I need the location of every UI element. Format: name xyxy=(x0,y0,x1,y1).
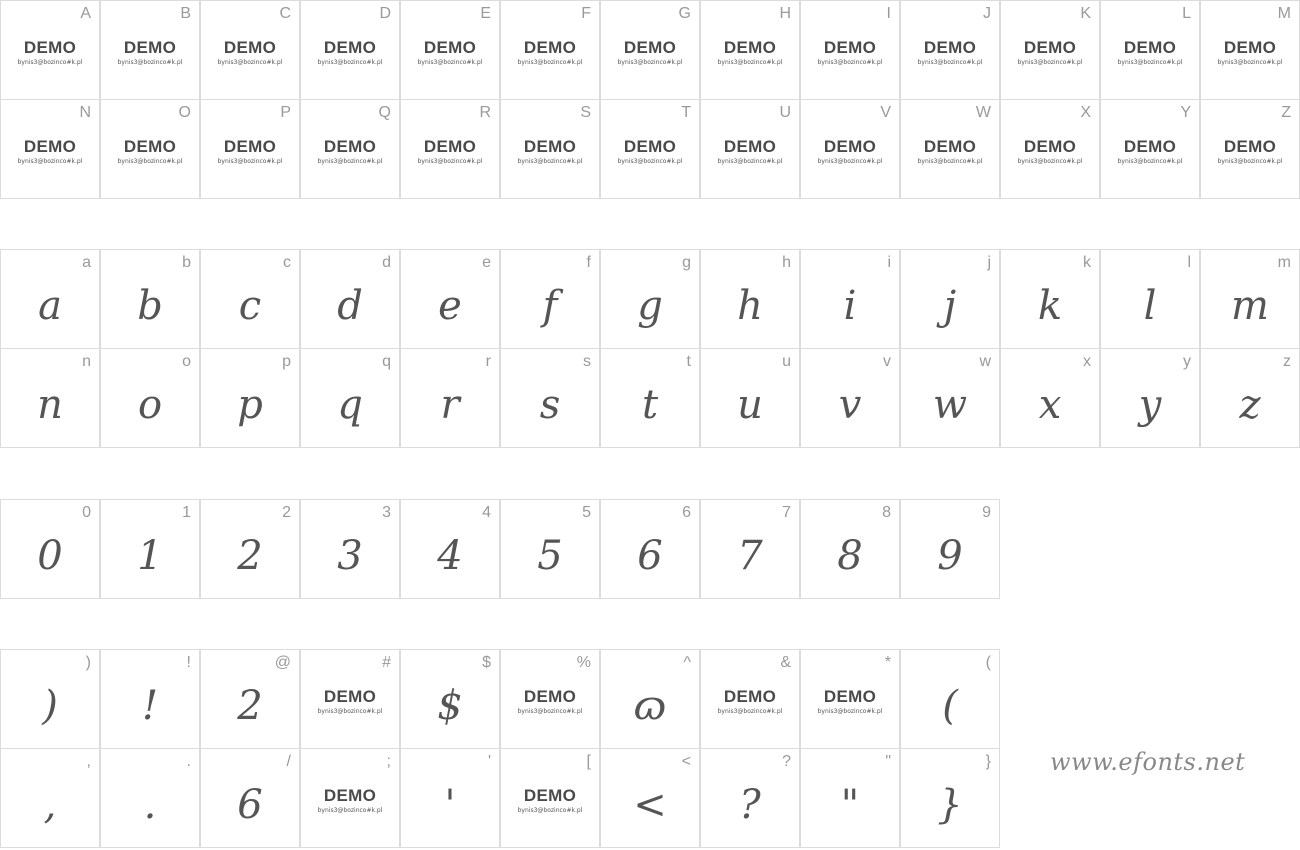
demo-placeholder-subtext: bynis3@bozinco#k.pl xyxy=(917,59,983,66)
demo-placeholder-text: DEMO xyxy=(1123,137,1177,156)
demo-placeholder-text: DEMO xyxy=(1223,38,1277,57)
uppercase-cell xyxy=(1100,0,1200,100)
lowercase-glyph-grid xyxy=(0,249,1300,447)
digit-cell xyxy=(100,499,200,599)
lowercase-cell xyxy=(500,249,600,349)
digit-glyph-sample: 5 xyxy=(537,533,563,579)
lowercase-glyph-sample: d xyxy=(337,283,363,329)
demo-placeholder-text: DEMO xyxy=(1123,38,1177,57)
digit-glyph-sample: 7 xyxy=(737,533,763,579)
symbol-cell-label: ' xyxy=(487,753,491,770)
symbol-cell xyxy=(600,649,700,749)
demo-placeholder-text: DEMO xyxy=(523,687,577,706)
lowercase-cell-label: u xyxy=(782,353,791,370)
lowercase-cell xyxy=(800,249,900,349)
uppercase-cell xyxy=(700,0,800,100)
demo-placeholder-text: DEMO xyxy=(823,137,877,156)
symbol-cell-label: , xyxy=(86,753,91,770)
uppercase-cell-label: X xyxy=(1080,104,1091,121)
demo-placeholder-subtext: bynis3@bozinco#k.pl xyxy=(117,158,183,165)
symbol-glyph-sample: ɷ xyxy=(633,683,667,729)
lowercase-glyph-sample: m xyxy=(1231,283,1269,329)
uppercase-cell-label: B xyxy=(180,5,191,22)
symbol-cell-label: ! xyxy=(186,654,191,671)
lowercase-cell xyxy=(100,249,200,349)
uppercase-cell xyxy=(600,0,700,100)
digit-cell-label: 5 xyxy=(582,504,591,521)
demo-placeholder-subtext: bynis3@bozinco#k.pl xyxy=(1217,158,1283,165)
lowercase-cell xyxy=(1200,348,1300,448)
uppercase-cell xyxy=(400,0,500,100)
lowercase-cell-label: p xyxy=(282,353,291,370)
uppercase-cell-label: R xyxy=(479,104,491,121)
symbol-glyph-sample: ( xyxy=(942,683,958,729)
symbol-cell xyxy=(700,649,800,749)
uppercase-cell-label: D xyxy=(379,5,391,22)
lowercase-cell xyxy=(700,249,800,349)
digit-glyph-sample: 9 xyxy=(937,533,963,579)
lowercase-cell-label: n xyxy=(82,353,91,370)
lowercase-cell-label: e xyxy=(482,254,491,271)
uppercase-cell-label: Q xyxy=(378,104,391,121)
demo-placeholder-text: DEMO xyxy=(323,786,377,805)
demo-placeholder-subtext: bynis3@bozinco#k.pl xyxy=(517,807,583,814)
lowercase-cell-label: g xyxy=(682,254,691,271)
lowercase-cell-label: s xyxy=(583,353,591,370)
symbol-cell-label: ) xyxy=(85,654,91,671)
demo-placeholder-subtext: bynis3@bozinco#k.pl xyxy=(317,807,383,814)
lowercase-cell xyxy=(1100,348,1200,448)
demo-placeholder-subtext: bynis3@bozinco#k.pl xyxy=(1017,59,1083,66)
demo-placeholder-subtext: bynis3@bozinco#k.pl xyxy=(617,158,683,165)
demo-placeholder-text: DEMO xyxy=(323,687,377,706)
lowercase-cell-label: o xyxy=(182,353,191,370)
symbol-cell-label: [ xyxy=(586,753,591,770)
lowercase-glyph-sample: b xyxy=(137,283,163,329)
lowercase-glyph-sample: z xyxy=(1239,382,1261,428)
lowercase-cell xyxy=(200,249,300,349)
uppercase-cell xyxy=(100,0,200,100)
lowercase-cell xyxy=(1000,348,1100,448)
demo-placeholder-subtext: bynis3@bozinco#k.pl xyxy=(417,59,483,66)
uppercase-cell-label: C xyxy=(279,5,291,22)
uppercase-cell-label: S xyxy=(580,104,591,121)
lowercase-cell xyxy=(400,348,500,448)
uppercase-cell-label: E xyxy=(480,5,491,22)
symbol-cell-label: % xyxy=(576,654,591,671)
demo-placeholder-text: DEMO xyxy=(23,137,77,156)
demo-placeholder-subtext: bynis3@bozinco#k.pl xyxy=(617,59,683,66)
lowercase-glyph-sample: p xyxy=(237,382,263,428)
uppercase-cell xyxy=(300,99,400,199)
footer-logo[interactable]: www.efonts.net xyxy=(1050,748,1246,776)
symbol-cell xyxy=(900,649,1000,749)
uppercase-glyph-grid xyxy=(0,0,1300,198)
uppercase-cell xyxy=(100,99,200,199)
lowercase-cell xyxy=(200,348,300,448)
lowercase-cell xyxy=(0,348,100,448)
demo-placeholder-text: DEMO xyxy=(523,137,577,156)
lowercase-cell xyxy=(100,348,200,448)
symbol-glyph-sample: 6 xyxy=(237,782,263,828)
digit-cell xyxy=(900,499,1000,599)
digit-cell xyxy=(300,499,400,599)
demo-placeholder-text: DEMO xyxy=(223,137,277,156)
symbol-cell xyxy=(700,748,800,848)
uppercase-cell xyxy=(500,99,600,199)
uppercase-cell xyxy=(800,99,900,199)
uppercase-cell-label: J xyxy=(983,5,991,22)
symbol-cell xyxy=(500,748,600,848)
uppercase-cell xyxy=(0,99,100,199)
lowercase-cell-label: d xyxy=(382,254,391,271)
lowercase-cell xyxy=(1100,249,1200,349)
lowercase-glyph-sample: r xyxy=(440,382,460,428)
lowercase-glyph-sample: q xyxy=(337,382,363,428)
demo-placeholder-text: DEMO xyxy=(123,38,177,57)
uppercase-cell xyxy=(400,99,500,199)
lowercase-cell-label: l xyxy=(1187,254,1191,271)
digit-cell xyxy=(400,499,500,599)
lowercase-cell-label: h xyxy=(782,254,791,271)
symbol-cell-label: & xyxy=(780,654,791,671)
lowercase-cell-label: c xyxy=(283,254,291,271)
uppercase-cell xyxy=(200,99,300,199)
lowercase-cell xyxy=(600,348,700,448)
symbol-cell xyxy=(500,649,600,749)
demo-placeholder-subtext: bynis3@bozinco#k.pl xyxy=(517,158,583,165)
digit-cell-label: 0 xyxy=(82,504,91,521)
symbol-glyph-sample: " xyxy=(840,782,860,828)
demo-placeholder-subtext: bynis3@bozinco#k.pl xyxy=(517,59,583,66)
demo-placeholder-subtext: bynis3@bozinco#k.pl xyxy=(717,158,783,165)
demo-placeholder-text: DEMO xyxy=(423,38,477,57)
lowercase-glyph-sample: e xyxy=(438,283,462,329)
uppercase-cell-label: Y xyxy=(1180,104,1191,121)
demo-placeholder-text: DEMO xyxy=(623,137,677,156)
symbol-cell xyxy=(400,649,500,749)
digit-cell-label: 9 xyxy=(982,504,991,521)
demo-placeholder-text: DEMO xyxy=(723,38,777,57)
symbol-cell xyxy=(0,748,100,848)
symbol-glyph-sample: } xyxy=(937,782,963,828)
lowercase-cell xyxy=(900,249,1000,349)
symbol-cell xyxy=(400,748,500,848)
digit-cell xyxy=(0,499,100,599)
uppercase-cell-label: Z xyxy=(1281,104,1291,121)
demo-placeholder-subtext: bynis3@bozinco#k.pl xyxy=(1217,59,1283,66)
symbol-glyph-sample: ! xyxy=(141,683,159,729)
symbol-cell-label: . xyxy=(186,753,191,770)
lowercase-glyph-sample: x xyxy=(1038,382,1062,428)
lowercase-glyph-sample: a xyxy=(38,283,62,329)
uppercase-cell-label: N xyxy=(79,104,91,121)
digit-glyph-sample: 0 xyxy=(37,533,63,579)
symbol-cell-label: ? xyxy=(782,753,791,770)
lowercase-glyph-sample: k xyxy=(1037,283,1063,329)
lowercase-glyph-sample: h xyxy=(737,283,763,329)
demo-placeholder-text: DEMO xyxy=(323,38,377,57)
demo-placeholder-text: DEMO xyxy=(1023,38,1077,57)
symbol-cell-label: < xyxy=(681,753,691,770)
symbol-cell xyxy=(100,649,200,749)
demo-placeholder-subtext: bynis3@bozinco#k.pl xyxy=(1117,59,1183,66)
lowercase-glyph-sample: o xyxy=(137,382,163,428)
uppercase-cell-label: O xyxy=(178,104,191,121)
lowercase-glyph-sample: f xyxy=(542,283,558,329)
uppercase-cell-label: I xyxy=(886,5,891,22)
lowercase-cell xyxy=(600,249,700,349)
lowercase-cell-label: r xyxy=(485,353,491,370)
digit-cell xyxy=(800,499,900,599)
digit-cell-label: 8 xyxy=(882,504,891,521)
demo-placeholder-text: DEMO xyxy=(523,786,577,805)
demo-placeholder-subtext: bynis3@bozinco#k.pl xyxy=(917,158,983,165)
symbol-cell xyxy=(200,748,300,848)
demo-placeholder-text: DEMO xyxy=(1023,137,1077,156)
uppercase-cell xyxy=(900,99,1000,199)
uppercase-cell-label: T xyxy=(681,104,691,121)
uppercase-cell-label: V xyxy=(880,104,891,121)
lowercase-cell-label: a xyxy=(82,254,91,271)
symbol-glyph-sample: , xyxy=(43,782,57,828)
lowercase-cell-label: t xyxy=(686,353,691,370)
digit-cell xyxy=(700,499,800,599)
demo-placeholder-subtext: bynis3@bozinco#k.pl xyxy=(1117,158,1183,165)
uppercase-cell xyxy=(900,0,1000,100)
digit-glyph-sample: 1 xyxy=(137,533,163,579)
digit-glyph-sample: 6 xyxy=(637,533,663,579)
lowercase-glyph-sample: w xyxy=(932,382,968,428)
digit-cell-label: 6 xyxy=(682,504,691,521)
lowercase-cell-label: x xyxy=(1083,353,1091,370)
uppercase-cell-label: F xyxy=(581,5,591,22)
demo-placeholder-subtext: bynis3@bozinco#k.pl xyxy=(817,158,883,165)
lowercase-glyph-sample: u xyxy=(737,382,763,428)
symbol-cell-label: * xyxy=(884,654,891,671)
demo-placeholder-text: DEMO xyxy=(123,137,177,156)
uppercase-cell xyxy=(200,0,300,100)
symbol-glyph-sample: 2 xyxy=(237,683,263,729)
symbol-glyph-sample: < xyxy=(633,782,667,828)
uppercase-cell-label: G xyxy=(678,5,691,22)
demo-placeholder-text: DEMO xyxy=(923,38,977,57)
symbol-glyph-sample: $ xyxy=(437,683,463,729)
uppercase-cell-label: U xyxy=(779,104,791,121)
symbol-glyph-sample: ' xyxy=(444,782,456,828)
lowercase-cell-label: w xyxy=(979,353,991,370)
lowercase-glyph-sample: c xyxy=(238,283,262,329)
lowercase-cell xyxy=(800,348,900,448)
demo-placeholder-subtext: bynis3@bozinco#k.pl xyxy=(217,158,283,165)
symbol-glyph-sample: ? xyxy=(739,782,761,828)
lowercase-cell xyxy=(1200,249,1300,349)
digit-cell-label: 4 xyxy=(482,504,491,521)
uppercase-cell-label: W xyxy=(975,104,991,121)
symbol-cell xyxy=(600,748,700,848)
symbol-cell-label: ( xyxy=(985,654,991,671)
lowercase-cell xyxy=(1000,249,1100,349)
uppercase-cell-label: A xyxy=(80,5,91,22)
symbol-cell xyxy=(900,748,1000,848)
demo-placeholder-subtext: bynis3@bozinco#k.pl xyxy=(117,59,183,66)
uppercase-cell xyxy=(1000,99,1100,199)
uppercase-cell xyxy=(300,0,400,100)
symbol-cell-label: " xyxy=(885,753,891,770)
symbol-cell-label: @ xyxy=(274,654,291,671)
demo-placeholder-subtext: bynis3@bozinco#k.pl xyxy=(17,158,83,165)
demo-placeholder-subtext: bynis3@bozinco#k.pl xyxy=(817,59,883,66)
demo-placeholder-text: DEMO xyxy=(823,687,877,706)
demo-placeholder-subtext: bynis3@bozinco#k.pl xyxy=(817,708,883,715)
digits-glyph-grid xyxy=(0,499,1000,598)
lowercase-glyph-sample: v xyxy=(838,382,862,428)
symbol-glyph-sample: . xyxy=(143,782,157,828)
lowercase-glyph-sample: g xyxy=(637,283,663,329)
lowercase-cell xyxy=(300,249,400,349)
demo-placeholder-text: DEMO xyxy=(723,687,777,706)
symbol-cell-label: # xyxy=(382,654,391,671)
lowercase-glyph-sample: t xyxy=(641,382,659,428)
digit-cell-label: 7 xyxy=(782,504,791,521)
digit-cell-label: 3 xyxy=(382,504,391,521)
symbol-cell xyxy=(100,748,200,848)
uppercase-cell xyxy=(1200,0,1300,100)
symbol-cell xyxy=(300,649,400,749)
symbol-cell-label: } xyxy=(985,753,991,770)
lowercase-cell xyxy=(700,348,800,448)
demo-placeholder-text: DEMO xyxy=(623,38,677,57)
demo-placeholder-text: DEMO xyxy=(923,137,977,156)
lowercase-cell-label: j xyxy=(987,254,991,271)
lowercase-cell-label: f xyxy=(586,254,591,271)
demo-placeholder-text: DEMO xyxy=(1223,137,1277,156)
uppercase-cell xyxy=(600,99,700,199)
digit-cell xyxy=(500,499,600,599)
lowercase-cell-label: i xyxy=(887,254,891,271)
uppercase-cell xyxy=(1000,0,1100,100)
lowercase-glyph-sample: n xyxy=(37,382,63,428)
digit-cell-label: 1 xyxy=(182,504,191,521)
demo-placeholder-text: DEMO xyxy=(823,38,877,57)
demo-placeholder-subtext: bynis3@bozinco#k.pl xyxy=(1017,158,1083,165)
symbol-glyph-sample: ) xyxy=(42,683,58,729)
digit-cell xyxy=(600,499,700,599)
uppercase-cell xyxy=(0,0,100,100)
digit-glyph-sample: 3 xyxy=(337,533,363,579)
symbol-cell xyxy=(200,649,300,749)
symbol-cell-label: $ xyxy=(482,654,491,671)
uppercase-cell xyxy=(1200,99,1300,199)
demo-placeholder-subtext: bynis3@bozinco#k.pl xyxy=(217,59,283,66)
demo-placeholder-subtext: bynis3@bozinco#k.pl xyxy=(17,59,83,66)
lowercase-glyph-sample: l xyxy=(1143,283,1157,329)
demo-placeholder-text: DEMO xyxy=(23,38,77,57)
demo-placeholder-text: DEMO xyxy=(223,38,277,57)
demo-placeholder-subtext: bynis3@bozinco#k.pl xyxy=(717,708,783,715)
demo-placeholder-subtext: bynis3@bozinco#k.pl xyxy=(317,59,383,66)
demo-placeholder-text: DEMO xyxy=(523,38,577,57)
uppercase-cell xyxy=(500,0,600,100)
lowercase-cell-label: b xyxy=(182,254,191,271)
demo-placeholder-text: DEMO xyxy=(423,137,477,156)
symbol-cell xyxy=(800,748,900,848)
symbols-glyph-grid xyxy=(0,649,1000,847)
lowercase-cell-label: z xyxy=(1283,353,1291,370)
symbol-cell-label: ; xyxy=(386,753,391,770)
lowercase-cell-label: k xyxy=(1083,254,1091,271)
uppercase-cell-label: L xyxy=(1182,5,1191,22)
lowercase-glyph-sample: j xyxy=(943,283,957,329)
digit-glyph-sample: 8 xyxy=(837,533,863,579)
uppercase-cell-label: K xyxy=(1080,5,1091,22)
demo-placeholder-subtext: bynis3@bozinco#k.pl xyxy=(417,158,483,165)
demo-placeholder-subtext: bynis3@bozinco#k.pl xyxy=(517,708,583,715)
symbol-cell-label: / xyxy=(286,753,291,770)
lowercase-cell xyxy=(500,348,600,448)
uppercase-cell xyxy=(700,99,800,199)
symbol-cell xyxy=(0,649,100,749)
digit-cell-label: 2 xyxy=(282,504,291,521)
lowercase-cell-label: v xyxy=(883,353,891,370)
symbol-cell xyxy=(800,649,900,749)
lowercase-cell xyxy=(900,348,1000,448)
lowercase-cell xyxy=(0,249,100,349)
lowercase-cell xyxy=(400,249,500,349)
uppercase-cell-label: H xyxy=(779,5,791,22)
lowercase-glyph-sample: s xyxy=(539,382,561,428)
symbol-cell-label: ^ xyxy=(683,654,691,671)
lowercase-glyph-sample: i xyxy=(843,283,857,329)
lowercase-cell xyxy=(300,348,400,448)
demo-placeholder-subtext: bynis3@bozinco#k.pl xyxy=(717,59,783,66)
lowercase-cell-label: q xyxy=(382,353,391,370)
uppercase-cell-label: M xyxy=(1277,5,1291,22)
lowercase-glyph-sample: y xyxy=(1138,382,1162,428)
digit-cell xyxy=(200,499,300,599)
lowercase-cell-label: y xyxy=(1183,353,1191,370)
uppercase-cell-label: P xyxy=(280,104,291,121)
digit-glyph-sample: 2 xyxy=(237,533,263,579)
demo-placeholder-subtext: bynis3@bozinco#k.pl xyxy=(317,708,383,715)
demo-placeholder-text: DEMO xyxy=(723,137,777,156)
digit-glyph-sample: 4 xyxy=(437,533,463,579)
demo-placeholder-text: DEMO xyxy=(323,137,377,156)
symbol-cell xyxy=(300,748,400,848)
uppercase-cell xyxy=(800,0,900,100)
uppercase-cell xyxy=(1100,99,1200,199)
demo-placeholder-subtext: bynis3@bozinco#k.pl xyxy=(317,158,383,165)
lowercase-cell-label: m xyxy=(1277,254,1291,271)
